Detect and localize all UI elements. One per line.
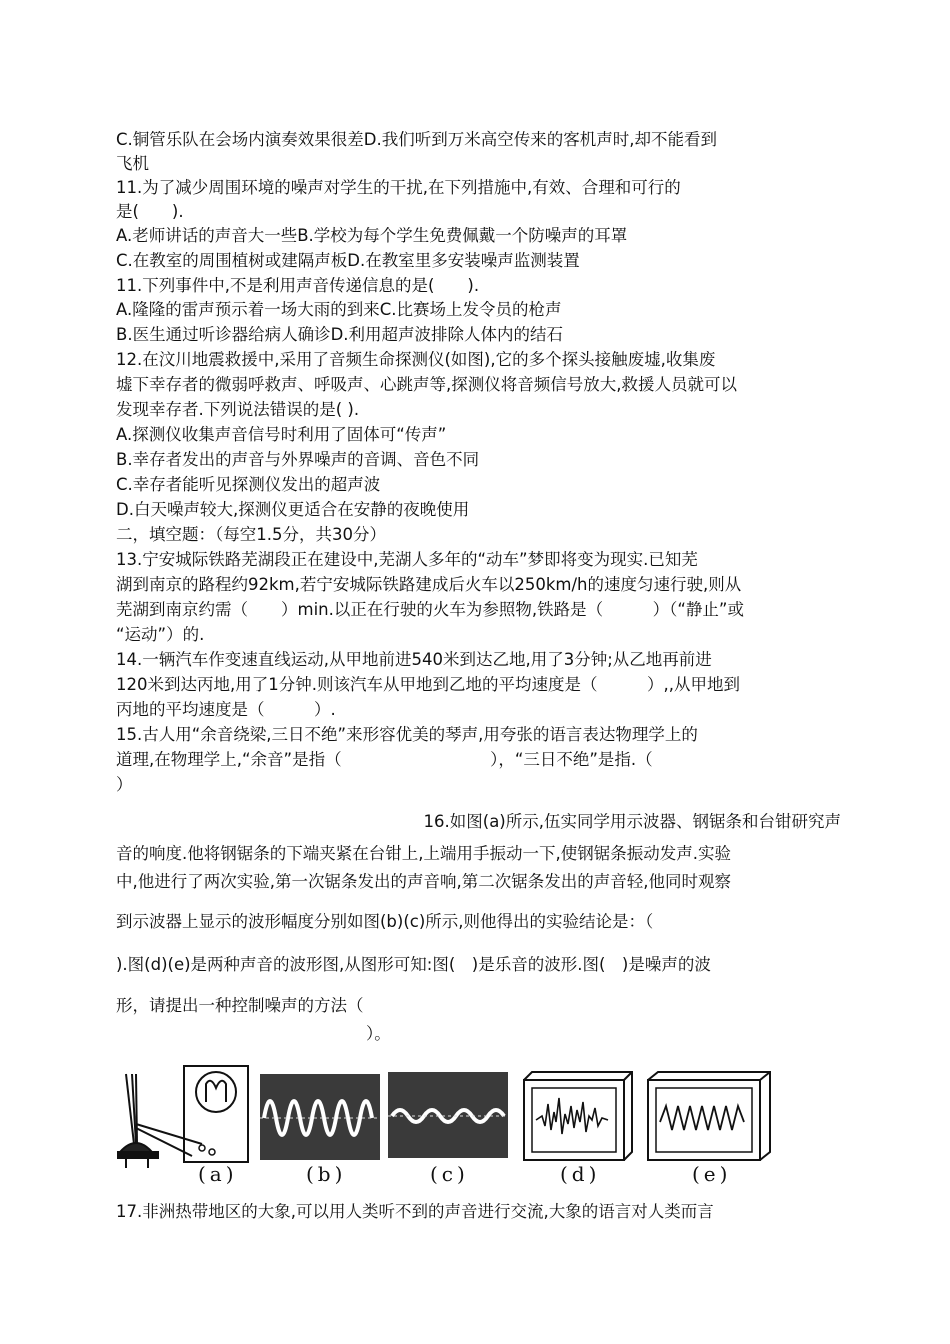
text-line: A.隆隆的雷声预示着一场大雨的到来C.比赛场上发令员的枪声 [116, 300, 562, 319]
text-line: 湖到南京的路程约92km,若宁安城际铁路建成后火车以250km/h的速度匀速行驶,则从 [116, 575, 742, 594]
text-line: 形，请提出一种控制噪声的方法（ [116, 996, 364, 1015]
text-line: B.幸存者发出的声音与外界噪声的音调、音色不同 [116, 450, 480, 469]
text-line: ）。 [366, 1024, 391, 1043]
figure-caption-b: (b) [306, 1162, 347, 1186]
waveform-soft-panel [388, 1072, 508, 1158]
figure-caption-d: (d) [560, 1162, 601, 1186]
text-line: 飞机 [116, 154, 149, 173]
vise-and-saw-blade-image [118, 1074, 202, 1168]
text-line: 11.下列事件中,不是利用声音传递信息的是( ). [116, 276, 480, 295]
text-line: 15.古人用“余音绕梁,三日不绝”来形容优美的琴声,用夸张的语言表达物理学上的 [116, 725, 698, 744]
waveform-loud-panel [260, 1074, 380, 1160]
text-line: 14.一辆汽车作变速直线运动,从甲地前进540米到达乙地,用了3分钟;从乙地再前进 [116, 650, 712, 669]
text-line: 丙地的平均速度是（ ）. [116, 700, 336, 719]
text-line: ).图(d)(e)是两种声音的波形图,从图形可知:图( )是乐音的波形.图( )是噪声的波 [116, 955, 711, 974]
figure-caption-c: (c) [430, 1162, 469, 1186]
text-line: A.老师讲话的声音大一些B.学校为每个学生免费佩戴一个防噪声的耳罩 [116, 226, 628, 245]
text-line: C.在教室的周围植树或建隔声板D.在教室里多安装噪声监测装置 [116, 251, 580, 270]
text-line: B.医生通过听诊器给病人确诊D.利用超声波排除人体内的结石 [116, 325, 564, 344]
text-line: 发现幸存者.下列说法错误的是( ). [116, 400, 360, 419]
text-line: ） [116, 775, 133, 794]
text-line: 12.在汶川地震救援中,采用了音频生命探测仪(如图),它的多个探头接触废墟,收集废 [116, 350, 716, 369]
text-line: C.铜管乐队在会场内演奏效果很差D.我们听到万米高空传来的客机声时,却不能看到 [116, 130, 717, 149]
section-heading: 二，填空题：（每空1.5分，共30分） [116, 525, 386, 544]
text-line: 芜湖到南京约需（ ）min.以正在行驶的火车为参照物,铁路是（ ）（“静止”或 [116, 600, 744, 619]
text-line: 17.非洲热带地区的大象,可以用人类听不到的声音进行交流,大象的语言对人类而言 [116, 1202, 714, 1221]
text-line: D.白天噪声较大,探测仪更适合在安静的夜晚使用 [116, 500, 470, 519]
text-line: 音的响度.他将钢锯条的下端夹紧在台钳上,上端用手振动一下,使钢锯条振动发声.实验 [116, 844, 731, 863]
text-line: “运动”）的. [116, 625, 205, 644]
text-line: 中,他进行了两次实验,第一次锯条发出的声音响,第二次锯条发出的声音轻,他同时观察 [116, 872, 731, 891]
text-line: 120米到达丙地,用了1分钟.则该汽车从甲地到乙地的平均速度是（ ）,,从甲地到 [116, 675, 740, 694]
text-line: C.幸存者能听见探测仪发出的超声波 [116, 475, 381, 494]
text-line: 是( ). [116, 202, 184, 221]
oscilloscope-image [184, 1066, 248, 1162]
text-line: 11.为了减少周围环境的噪声对学生的干扰,在下列措施中,有效、合理和可行的 [116, 178, 681, 197]
waveform-music-panel [648, 1072, 770, 1160]
waveform-noise-panel [524, 1072, 632, 1160]
text-line: 16.如图(a)所示,伍实同学用示波器、钢锯条和台钳研究声 [423, 812, 841, 831]
text-line: 13.宁安城际铁路芜湖段正在建设中,芜湖人多年的“动车”梦即将变为现实.已知芜 [116, 550, 698, 569]
text-line: A.探测仪收集声音信号时利用了固体可“传声” [116, 425, 447, 444]
figure-caption-e: (e) [692, 1162, 732, 1186]
text-line: 到示波器上显示的波形幅度分别如图(b)(c)所示,则他得出的实验结论是：（ [116, 912, 654, 931]
figure-caption-a: (a) [198, 1162, 238, 1186]
text-line: 道理,在物理学上,“余音”是指（ ），“三日不绝”是指.（ [116, 750, 653, 769]
text-line: 墟下幸存者的微弱呼救声、呼吸声、心跳声等,探测仪将音频信号放大,救援人员就可以 [116, 375, 737, 394]
